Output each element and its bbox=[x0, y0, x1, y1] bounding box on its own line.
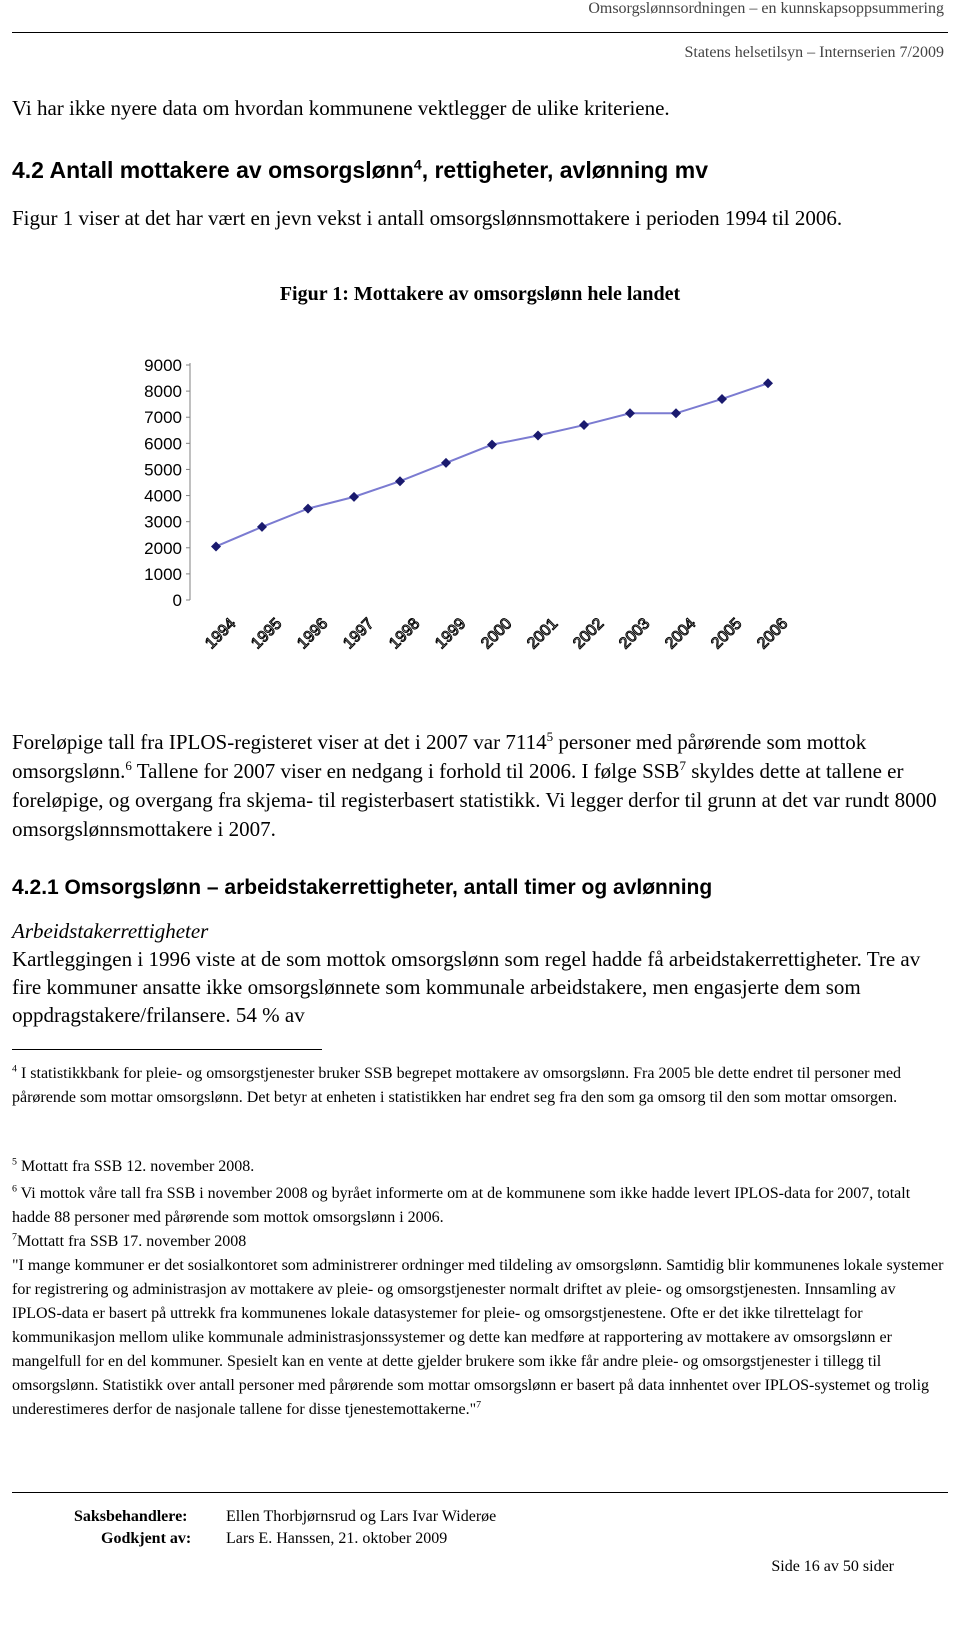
data-point bbox=[487, 440, 497, 450]
data-point bbox=[257, 522, 267, 532]
footnote-separator bbox=[12, 1049, 322, 1050]
subheading: Arbeidstakerrettigheter bbox=[12, 919, 209, 943]
footer-rule bbox=[12, 1492, 948, 1493]
iplos-text-1: Foreløpige tall fra IPLOS-registeret viser at det i 2007 var 7114 bbox=[12, 730, 547, 754]
x-axis-ticks bbox=[202, 615, 791, 652]
section-heading-rest: , rettigheter, avlønning mv bbox=[421, 157, 708, 183]
y-tick-label: 3000 bbox=[144, 512, 182, 532]
data-point bbox=[533, 431, 543, 441]
section-heading-4-2 bbox=[12, 157, 708, 184]
footnote-mark: 7 bbox=[12, 1231, 17, 1243]
figure-title: Figur 1: Mottakere av omsorgslønn hele landet bbox=[279, 283, 681, 305]
footnote-ref-7: 7 bbox=[679, 758, 686, 773]
data-point bbox=[349, 492, 359, 502]
x-tick-label: 1994 bbox=[202, 615, 240, 653]
section-heading-4-2-1: 4.2.1 Omsorgslønn – arbeidstakerrettigheter, antall timer og avlønning bbox=[12, 876, 713, 899]
footnote-ref-6: 6 bbox=[125, 758, 132, 773]
footer-caseworkers: Ellen Thorbjørnsrud og Lars Ivar Widerøe bbox=[226, 1508, 497, 1525]
x-tick-label: 2003 bbox=[616, 615, 654, 653]
y-tick-label: 8000 bbox=[144, 382, 182, 402]
y-tick-label: 5000 bbox=[144, 460, 182, 480]
footer-label-caseworkers: Saksbehandlere: bbox=[74, 1508, 188, 1525]
x-tick-label: 1996 bbox=[294, 615, 332, 653]
section-421-paragraph: Kartleggingen i 1996 viste at de som mottok omsorgslønn som regel hadde få arbeidstakerrettigheter. Tre av fire kommuner ansatte ikke omsorgslønnete som kommunale arbeidstakere, men engasjerte dem som oppdragstakere/frilansere. 54 % av bbox=[12, 947, 921, 1027]
footnote-mark: 5 bbox=[12, 1156, 17, 1168]
y-tick-label: 1000 bbox=[144, 564, 182, 584]
x-tick-label: 2004 bbox=[662, 615, 700, 653]
x-tick-label: 2000 bbox=[478, 615, 516, 653]
y-tick-label: 2000 bbox=[144, 538, 182, 558]
iplos-text-3: Tallene for 2007 viser en nedgang i forhold til 2006. I følge SSB bbox=[131, 759, 680, 783]
section-heading-text: 4.2 Antall mottakere av omsorgslønn bbox=[12, 157, 414, 183]
header-rule bbox=[12, 32, 948, 33]
y-tick-label: 0 bbox=[172, 591, 182, 610]
data-point bbox=[717, 394, 727, 404]
data-point bbox=[763, 378, 773, 388]
x-tick-label: 2002 bbox=[570, 615, 608, 653]
footnote-7-quote bbox=[12, 1254, 948, 1422]
series-line bbox=[216, 383, 768, 546]
data-point bbox=[579, 420, 589, 430]
section-paragraph: Figur 1 viser at det har vært en jevn vekst i antall omsorgslønnsmottakere i perioden 1994 til 2006. bbox=[12, 206, 843, 230]
y-tick-label: 4000 bbox=[144, 486, 182, 506]
footnote-mark: 6 bbox=[12, 1183, 17, 1195]
footnote-text: I statistikkbank for pleie- og omsorgstjenester bruker SSB begrepet mottakere av omsorgslønn. Fra 2005 ble dette endret til personer med pårørende som mottar omsorgslønn. Det betyr at enheten i statistikken har endret seg fra den som ga omsorg til den som mottar omsorgen. bbox=[12, 1065, 902, 1106]
x-tick-label: 1999 bbox=[432, 615, 470, 653]
footnote-mark: 4 bbox=[12, 1063, 17, 1075]
footnote-text: Mottatt fra SSB 17. november 2008 bbox=[16, 1233, 247, 1250]
quote-text: "I mange kommuner er det sosialkontoret som administrerer ordninger med tildeling av omsorgslønn. Samtidig blir kommunenes lokale systemer for registrering og administrasjon av mottakere av pleie- og omsorgstjenester normalt driftet av pleie- og omsorgstjenesten. Innsamling av IPLOS-data er basert på uttrekk fra kommunenes lokale datasystemer for pleie- og omsorgstjenestene. Ofte er det ikke tilrettelagt for kommunikasjon mellom ulike kommunale administrasjonssystemer og dette kan medføre at rapportering av mottakere av omsorgslønn er mangelfull for en del kommuner. Spesielt kan en vente at dette gjelder brukere som ikke får andre pleie- og omsorgstjenester i tillegg til omsorgslønn. Statistikk over antall personer med pårørende som mottar omsorgslønn er basert på data innhentet over IPLOS-systemet og trolig underestimeres derfor de nasjonale tallene for disse tjenestemottakerne." bbox=[12, 1257, 944, 1418]
series-label: Statens helsetilsyn – Internserien 7/2009 bbox=[684, 44, 944, 61]
x-tick-label: 2001 bbox=[524, 615, 562, 653]
x-tick-label: 1998 bbox=[386, 615, 424, 653]
footer-label-approved: Godkjent av: bbox=[101, 1530, 192, 1547]
data-point bbox=[671, 408, 681, 418]
footnote-ref-5: 5 bbox=[546, 729, 554, 744]
footnote-7 bbox=[12, 1230, 948, 1254]
footnote-5 bbox=[12, 1155, 948, 1179]
intro-paragraph: Vi har ikke nyere data om hvordan kommunene vektlegger de ulike kriteriene. bbox=[12, 96, 670, 120]
line-chart bbox=[120, 345, 800, 690]
iplos-text-4: skyldes dette at tallene er foreløpige, og overgang fra skjema- til registerbasert statistikk. Vi legger derfor til grunn at det var rundt 8000 omsorgslønnsmottakere i 2007. bbox=[12, 759, 937, 841]
footnote-text: Vi mottok våre tall fra SSB i november 2008 og byrået informerte om at de kommunene som ikke hadde levert IPLOS-data for 2007, totalt hadde 88 personer med pårørende som mottok omsorgslønn i 2006. bbox=[12, 1185, 911, 1226]
y-axis-ticks bbox=[144, 356, 190, 610]
iplos-text-2: personer med pårørende som mottok omsorgslønn. bbox=[12, 730, 867, 783]
x-tick-label: 2005 bbox=[708, 615, 746, 653]
iplos-paragraph bbox=[12, 728, 948, 844]
footnote-4 bbox=[12, 1062, 948, 1110]
document-title: Omsorgslønnsordningen – en kunnskapsoppsummering bbox=[588, 0, 944, 17]
y-tick-label: 6000 bbox=[144, 434, 182, 454]
y-tick-label: 7000 bbox=[144, 408, 182, 428]
x-tick-label: 1997 bbox=[340, 615, 378, 653]
y-tick-label: 9000 bbox=[144, 356, 182, 375]
data-point bbox=[303, 504, 313, 514]
footnote-text: Mottatt fra SSB 12. november 2008. bbox=[16, 1158, 255, 1175]
data-point bbox=[441, 458, 451, 468]
footer-approved: Lars E. Hanssen, 21. oktober 2009 bbox=[226, 1530, 448, 1547]
x-tick-label: 2006 bbox=[754, 615, 792, 653]
series-markers bbox=[211, 378, 773, 551]
data-point bbox=[625, 408, 635, 418]
page-number: Side 16 av 50 sider bbox=[771, 1558, 894, 1575]
x-tick-label: 1995 bbox=[248, 615, 286, 653]
footnote-6 bbox=[12, 1182, 948, 1230]
data-point bbox=[211, 541, 221, 551]
footnote-ref-4: 4 bbox=[413, 157, 422, 174]
footnote-mark: 7 bbox=[476, 1399, 482, 1411]
data-point bbox=[395, 476, 405, 486]
